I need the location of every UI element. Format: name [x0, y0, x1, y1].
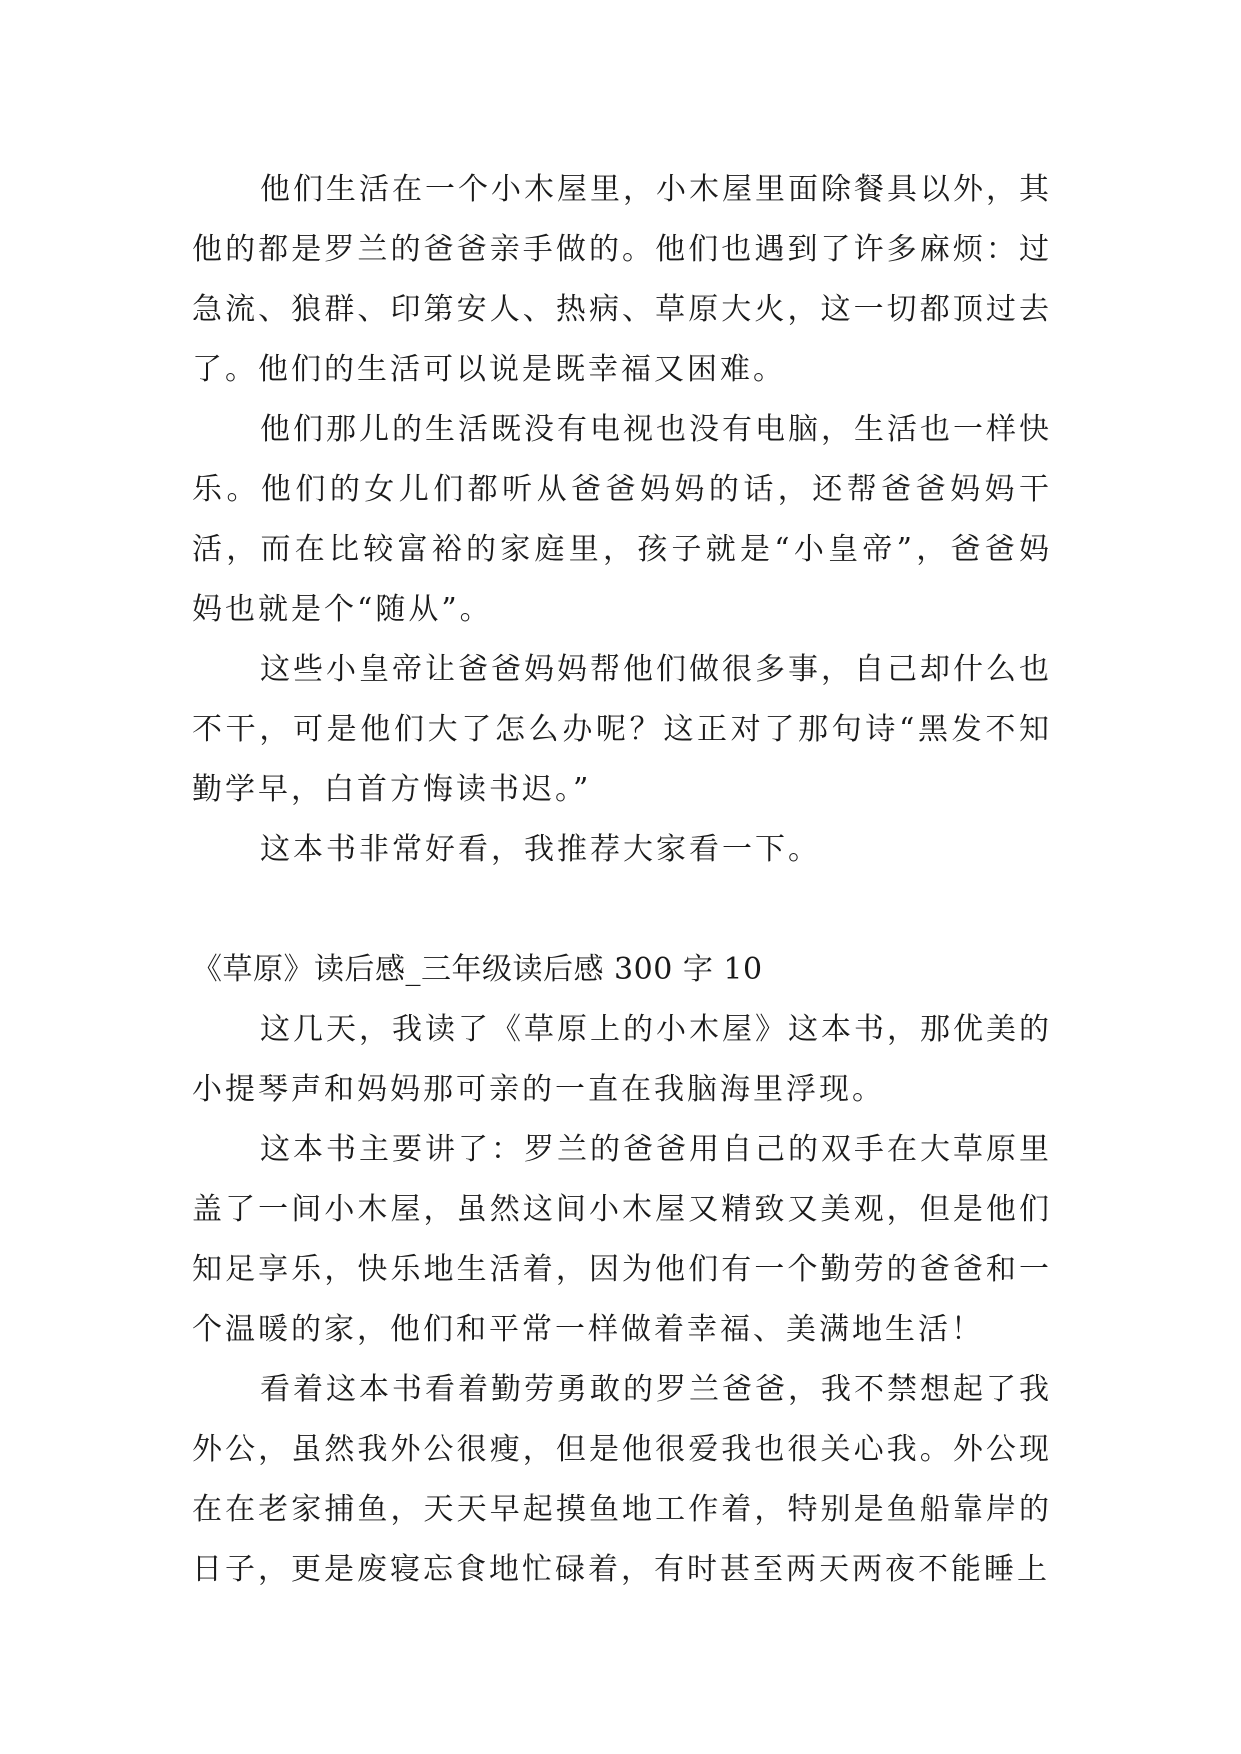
section-heading: 《草原》读后感_三年级读后感 300 字 10 [192, 952, 763, 987]
paragraph: 这本书非常好看，我推荐大家看一下。 [260, 832, 821, 867]
paragraph: 他们那儿的生活既没有电视也没有电脑，生活也一样快乐。他们的女儿们都听从爸爸妈妈的话，还帮爸爸妈妈干活，而在比较富裕的家庭里，孩子就是“小皇帝”，爸爸妈妈也就是个“随从”。 [192, 412, 1052, 627]
paragraph: 这几天，我读了《草原上的小木屋》这本书，那优美的小提琴声和妈妈那可亲的一直在我脑海里浮现。 [192, 1012, 1052, 1107]
paragraph: 看着这本书看着勤劳勇敢的罗兰爸爸，我不禁想起了我外公，虽然我外公很瘦，但是他很爱我也很关心我。外公现在在老家捕鱼，天天早起摸鱼地工作着，特别是鱼船靠岸的日子，更是废寝忘食地忙碌着，有时甚至两天两夜不能睡上 [192, 1372, 1052, 1587]
paragraph: 这些小皇帝让爸爸妈妈帮他们做很多事，自己却什么也不干，可是他们大了怎么办呢？这正对了那句诗“黑发不知勤学早，白首方悔读书迟。” [192, 652, 1052, 807]
paragraph: 他们生活在一个小木屋里，小木屋里面除餐具以外，其他的都是罗兰的爸爸亲手做的。他们也遇到了许多麻烦：过急流、狼群、印第安人、热病、草原大火，这一切都顶过去了。他们的生活可以说是既幸福又困难。 [192, 172, 1052, 387]
paragraph: 这本书主要讲了：罗兰的爸爸用自己的双手在大草原里盖了一间小木屋，虽然这间小木屋又精致又美观，但是他们知足享乐，快乐地生活着，因为他们有一个勤劳的爸爸和一个温暖的家，他们和平常一样做着幸福、美满地生活！ [192, 1132, 1052, 1347]
document-page [192, 160, 1052, 1600]
